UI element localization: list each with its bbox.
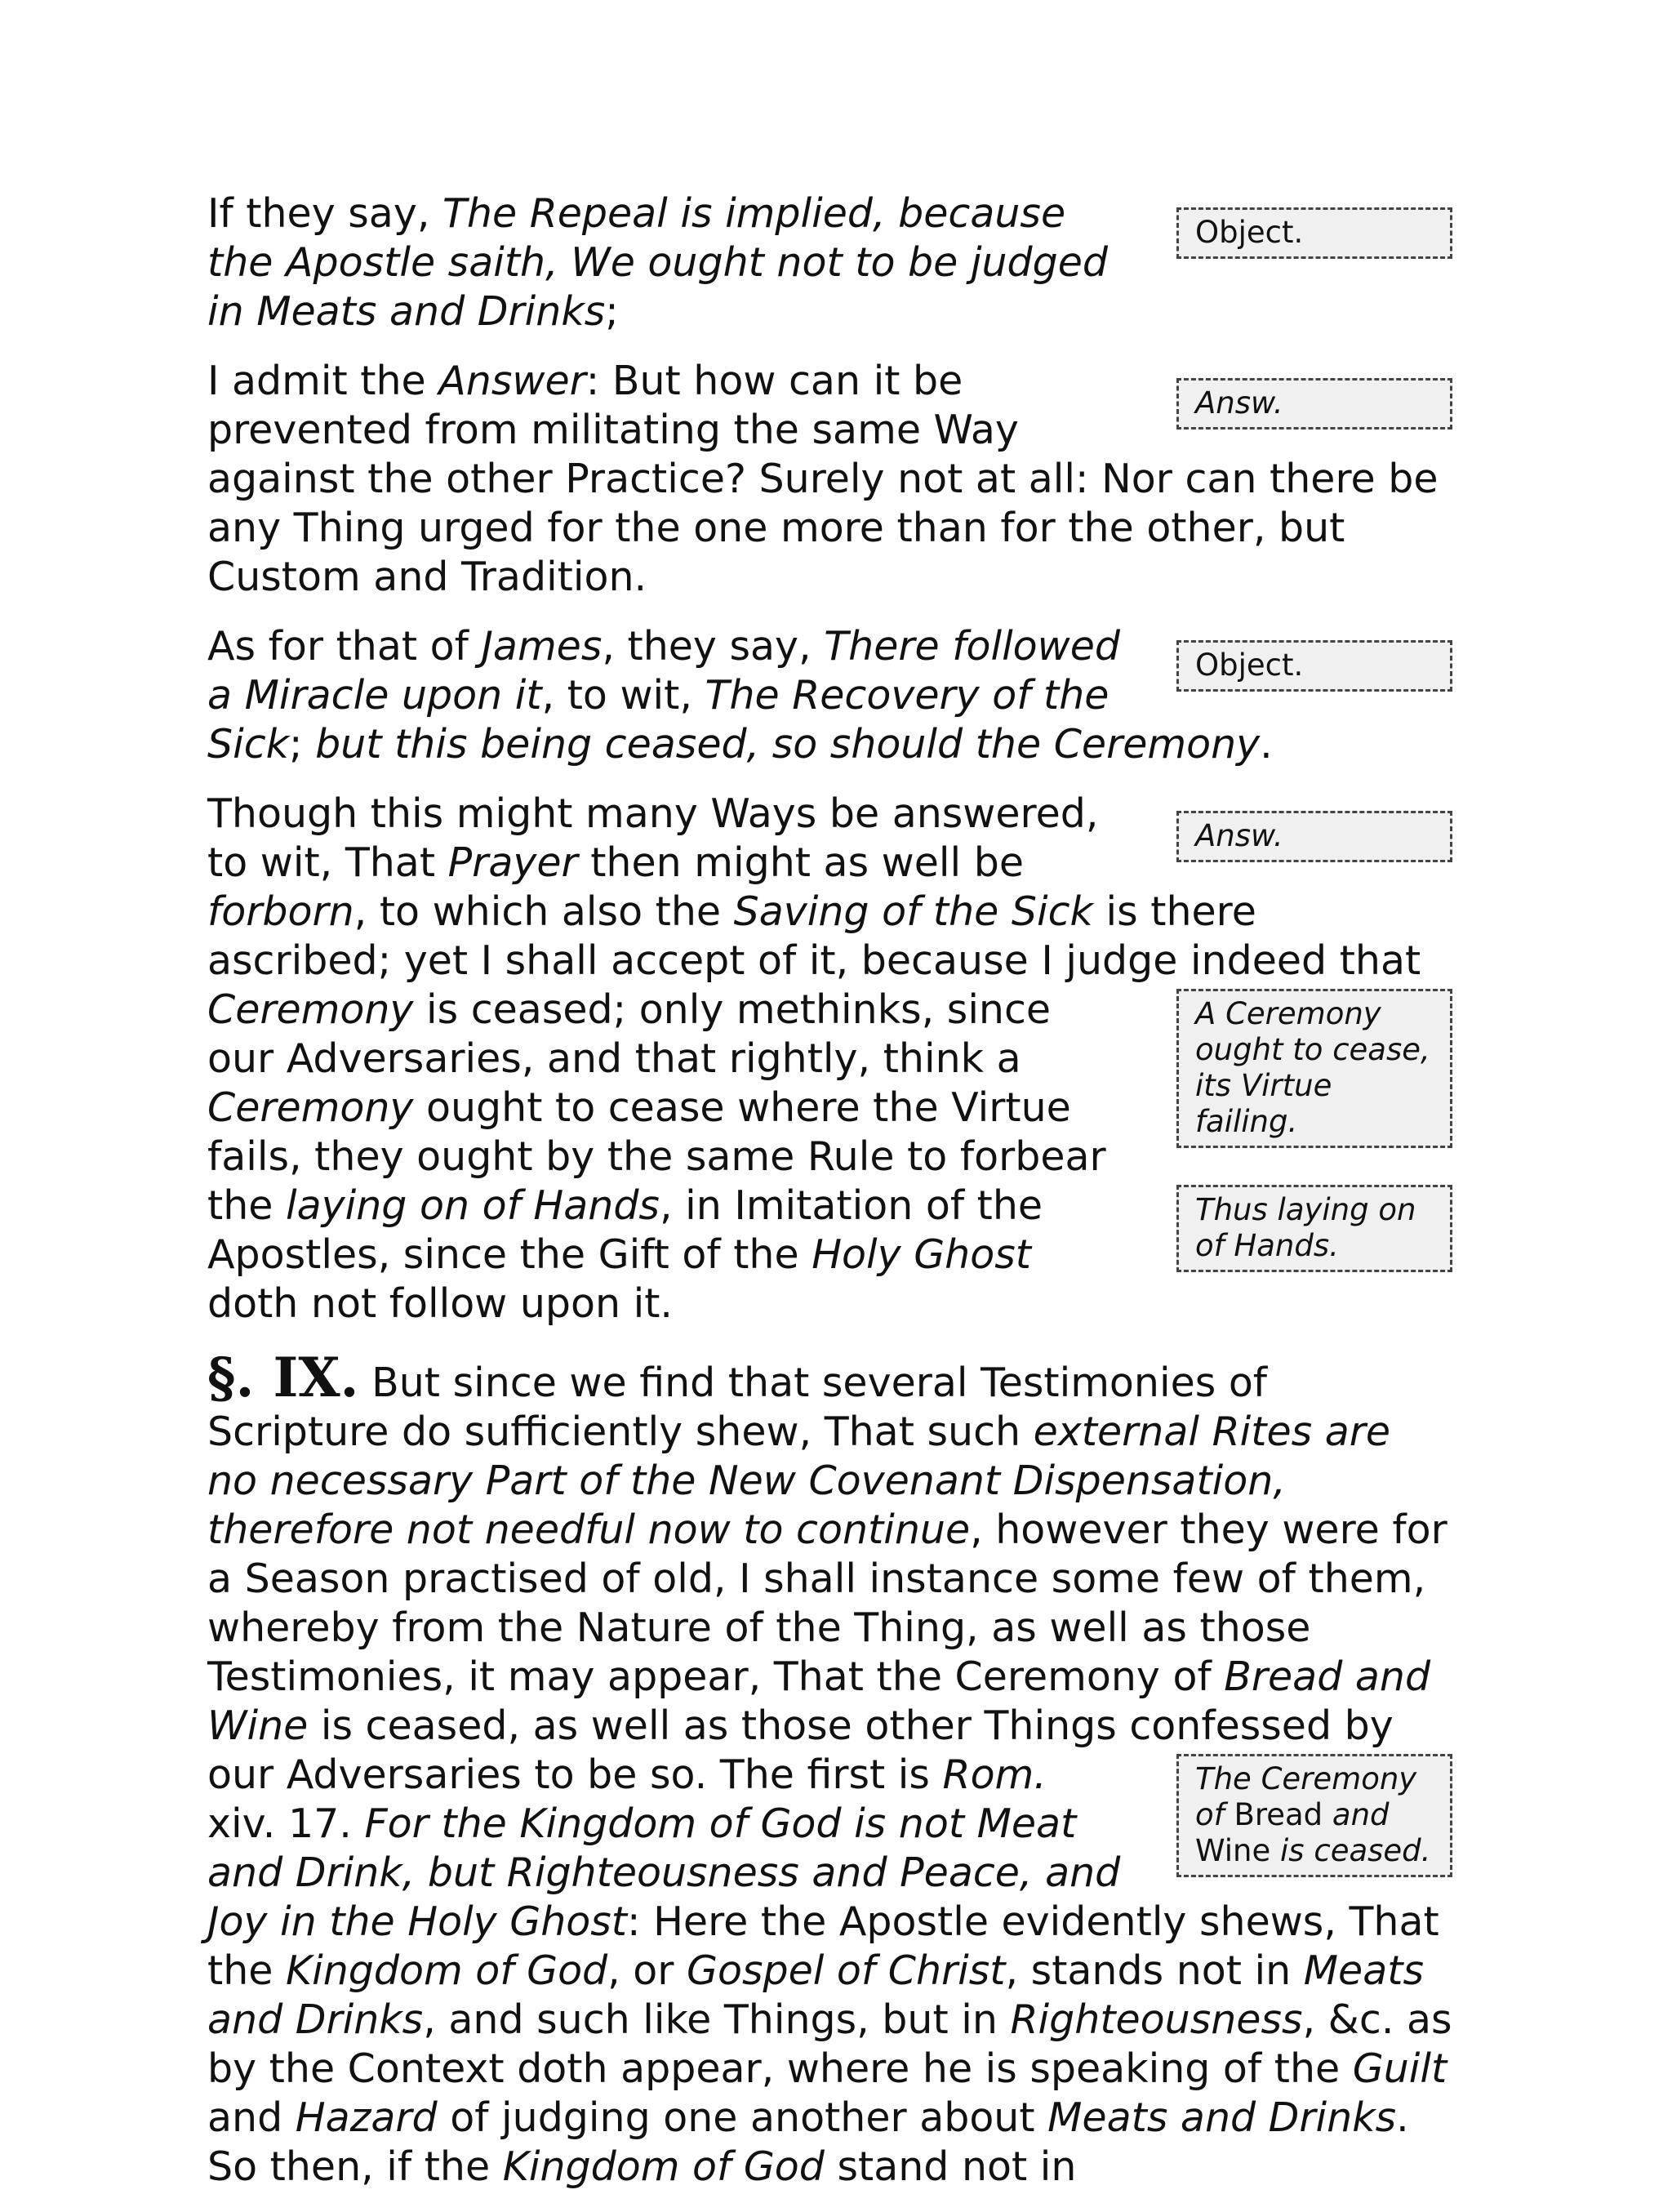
margin-note-object: Object. xyxy=(1176,207,1452,259)
paragraph-answer-custom: Answ. I admit the Answer: But how can it be prevented from militating the same Way against the other Practice? Surely not at all: Nor can there be any Thing urged for the one more than for the other, but Custom and Tradition. xyxy=(207,357,1452,602)
margin-note-answer: Answ. xyxy=(1176,811,1452,862)
margin-note-object: Object. xyxy=(1176,640,1452,692)
margin-note-ceremony-cease: A Ceremony ought to cease, its Virtue failing. xyxy=(1176,989,1452,1148)
paragraph-answer-ceremony: Answ. Though this might many Ways be answered, to wit, That Prayer then might as well be forborn, to which also the Saving of the Sick is there ascribed; yet I shall accept of it, because I judge indeed that A Ceremony ought to cease, its Virtue failing. Ceremony is ceased; only methinks, since our Adversaries, and that rightly, think a Ceremony ought to cease where the Virtue fails, they ought by the same Rule to forbear the laying on of Hands Thus laying on of Hands. , in Imitation of the Apostles, since the Gift of the Holy Ghost doth not follow upon it. xyxy=(207,790,1452,1329)
section-heading: §. IX. xyxy=(207,1346,359,1409)
margin-note-laying-on-hands: Thus laying on of Hands. xyxy=(1176,1185,1452,1272)
paragraph-section-ix: §. IX. But since we find that several Testimonies of Scripture do sufficiently shew, That such external Rites are no necessary Part of the New Covenant Dispensation, therefore not needful now to continue, however they were for a Season practised of old, I shall instance some few of them, whereby from the Nature of the Thing, as well as those Testimonies, it may appear, That the Ceremony of Bread and Wine is ceased, as well as those other Things confessed by our Adversaries to be so. The first is The Ceremony of Bread and Wine is ceased. Rom. xiv. 17. For the Kingdom of God is not Meat and Drink, but Righteousness and Peace, and Joy in the Holy Ghost: Here the Apostle evidently shews, That the Kingdom of God, or Gospel of Christ, stands not in Meats and Drinks, and such like Things, but in Righteousness, &c. as by the Context doth appear, where he is speaking of the Guilt and Hazard of judging one another about Meats and Drinks. So then, if the Kingdom of God stand not in xyxy=(207,1346,1452,2190)
margin-note-answer: Answ. xyxy=(1176,378,1452,429)
paragraph-objection-repeal: Object. If they say, The Repeal is implied, because the Apostle saith, We ought not to be judged in Meats and Drinks; xyxy=(207,189,1452,336)
paragraph-objection-james: Object. As for that of James, they say, There followed a Miracle upon it, to wit, The Recovery of the Sick; but this being ceased, so should the Ceremony. xyxy=(207,622,1452,769)
margin-note-bread-wine: The Ceremony of Bread and Wine is ceased. xyxy=(1176,1754,1452,1877)
body-text xyxy=(207,189,1452,2212)
